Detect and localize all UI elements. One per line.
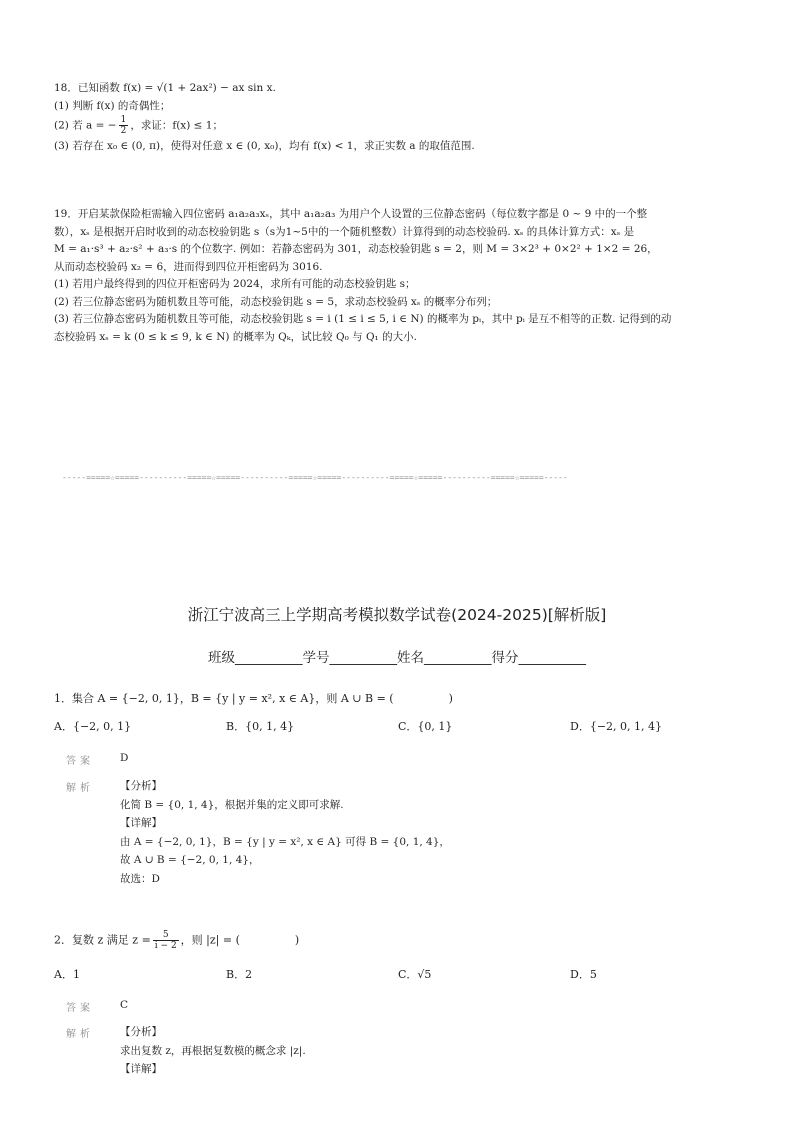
question-19 — [54, 206, 744, 346]
name-blank[interactable]: __________ — [424, 650, 492, 666]
explanation-line: 【分析】 — [120, 1026, 162, 1038]
explanation-line: 求出复数 z，再根据复数模的概念求 |z|. — [120, 1044, 306, 1057]
id-blank[interactable]: __________ — [329, 650, 397, 666]
q2-option-c[interactable]: C．√5 — [398, 968, 432, 981]
explanation-line: 【分析】 — [120, 780, 162, 792]
q2-explanation — [120, 1023, 306, 1079]
q18-part3: (3) 若存在 x₀ ∈ (0, π)，使得对任意 x ∈ (0, x₀)，均有 f(x) < 1，求正实数 a 的取值范围. — [54, 140, 475, 152]
q2-answer: C — [120, 999, 129, 1011]
q1-option-c[interactable]: C．{0, 1} — [398, 720, 453, 733]
q1-explanation — [120, 777, 450, 888]
id-label: 学号 — [302, 650, 330, 666]
explanation-line: 故 A ∪ B = {−2, 0, 1, 4}， — [120, 854, 260, 866]
q2-analysis-label: 解析 — [66, 1029, 94, 1040]
q19-part2: (2) 若三位静态密码为随机数且等可能，动态校验钥匙 s = 5，求动态校验码 xₛ 的概率分布列； — [54, 295, 498, 308]
q18-part2: (2) 若 a = − $\frac{1}{2}$ ，求证：f(x) ≤ 1； — [54, 115, 223, 136]
q1-option-b[interactable]: B．{0, 1, 4} — [226, 720, 295, 733]
page-title: 浙江宁波高三上学期高考模拟数学试卷(2024-2025)[解析版] — [187, 606, 607, 624]
q19-line-1: 19．开启某款保险柜需输入四位密码 a₁a₂a₃xₛ，其中 a₁a₂a₃ 为用户个人设置的三位静态密码（每位数字都是 0 ~ 9 中的一个整 — [54, 208, 648, 220]
fraction: $\frac{5}{i - 2}$ — [154, 930, 177, 951]
name-label: 姓名 — [397, 650, 424, 666]
q2-option-b[interactable]: B．2 — [226, 968, 253, 981]
score-blank[interactable]: __________ — [518, 650, 586, 666]
q1-option-a[interactable]: A．{−2, 0, 1} — [54, 720, 132, 733]
q1-answer: D — [120, 752, 129, 764]
q1-answer-label: 答案 — [66, 756, 94, 767]
q1-analysis-label: 解析 — [66, 783, 94, 794]
q2-answer-label: 答案 — [66, 1003, 94, 1014]
q1-stem: 1．集合 A = {−2, 0, 1}，B = {y | y = x², x ∈ A}，则 A ∪ B = ( ) — [54, 692, 453, 705]
q19-line-4: 从而动态校验码 x₂ = 6，进而得到四位开柜密码为 3016. — [54, 260, 323, 273]
q19-part3-b: 态校验码 xₛ = k (0 ≤ k ≤ 9, k ∈ N) 的概率为 Qₖ，试比较 Q₀ 与 Q₁ 的大小. — [54, 330, 417, 343]
explanation-line: 化简 B = {0, 1, 4}，根据并集的定义即可求解. — [120, 798, 344, 811]
q1-option-d[interactable]: D．{−2, 0, 1, 4} — [570, 720, 663, 733]
fraction: $\frac{1}{2}$ — [120, 115, 127, 136]
q19-line-3: M = a₁·s³ + a₂·s² + a₃·s 的个位数字. 例如：若静态密码为 301，动态校验钥匙 s = 2，则 M = 3×2³ + 0×2² + 1×2 = 26， — [54, 243, 658, 255]
q18-stem: 18．已知函数 f(x) = √(1 + 2ax²) − ax sin x. — [54, 82, 276, 94]
q2-option-a[interactable]: A．1 — [54, 968, 80, 981]
explanation-line: 【详解】 — [120, 817, 162, 829]
page-separator: -----=====☆=====----------=====☆=====----------=====☆=====----------=====☆=====----------=====☆=====----- — [62, 473, 568, 482]
q19-part1: (1) 若用户最终得到的四位开柜密码为 2024，求所有可能的动态校验钥匙 s； — [54, 278, 416, 290]
q19-part3-a: (3) 若三位静态密码为随机数且等可能，动态校验钥匙 s = i (1 ≤ i ≤ 5, i ∈ N) 的概率为 pᵢ，其中 pᵢ 是互不相等的正数. 记得到的动 — [54, 313, 672, 325]
class-label: 班级 — [208, 650, 235, 666]
explanation-line: 故选：D — [120, 872, 160, 885]
student-info-fields — [0, 646, 794, 666]
class-blank[interactable]: __________ — [235, 650, 303, 666]
question-18 — [54, 80, 744, 156]
score-label: 得分 — [491, 650, 519, 666]
explanation-line: 【详解】 — [120, 1063, 162, 1075]
explanation-line: 由 A = {−2, 0, 1}，B = {y | y = x², x ∈ A} 可得 B = {0, 1, 4}， — [120, 835, 450, 848]
q2-option-d[interactable]: D．5 — [570, 968, 597, 981]
q19-line-2: 数），xₛ 是根据开启时收到的动态校验钥匙 s（s为1~5中的一个随机整数）计算得到的动态校验码. xₛ 的具体计算方式：xₛ 是 — [54, 225, 635, 238]
q18-part1: (1) 判断 f(x) 的奇偶性； — [54, 99, 171, 112]
q2-stem: 2．复数 z 满足 z = $\frac{5}{i - 2}$ ，则 |z| = ( ) — [54, 930, 300, 951]
